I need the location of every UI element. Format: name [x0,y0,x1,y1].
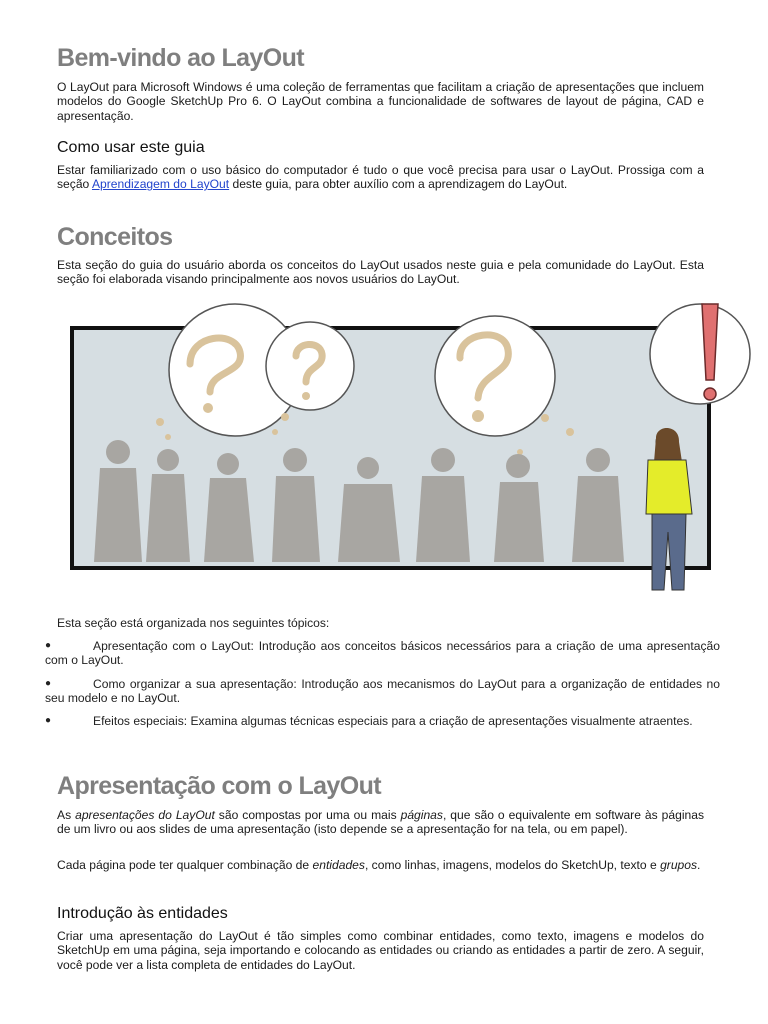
learning-link[interactable]: Aprendizagem do LayOut [91,177,230,192]
speech-bubble [650,304,750,404]
topic-text: Como organizar a sua apresentação: Introdução aos mecanismos do LayOut para a organização de entidades no seu modelo e no LayOut. [45,677,720,706]
guide-text-before: Estar familiarizado com o uso básico do computador é tudo o que você precisa para usar o LayOut. Prossiga com a seção [57,163,704,192]
presentation-paragraph-1: As apresentações do LayOut são compostas por uma ou mais páginas, que são o equivalente em software às páginas de um livro ou aos slides de uma apresentação (isto depende se a apresentação for na tela, ou em papel). [57,808,704,837]
topic-bullet [45,639,720,668]
bullet-dot-icon: ● [45,715,52,726]
presentation-title: Apresentação com o LayOut [57,772,381,800]
guide-text-after: deste guia, para obter auxílio com a aprendizagem do LayOut. [229,177,568,192]
topic-bullet [45,714,720,728]
entities-paragraph: Criar uma apresentação do LayOut é tão simples como combinar entidades, como texto, imagens e modelos do SketchUp em uma página, seja importando e colocando as entidades ou criando as entidades a partir de zero. A seguir, você pode ver a lista completa de entidades do LayOut. [57,929,704,972]
entities-heading: Introdução às entidades [57,905,228,922]
welcome-intro: O LayOut para Microsoft Windows é uma coleção de ferramentas que facilitam a criação de apresentações que incluem modelos do Google SketchUp Pro 6. O LayOut combina a funcionalidade de softwares de layout de página, CAD e apresentação. [57,80,704,123]
guide-paragraph [57,163,704,192]
welcome-title: Bem-vindo ao LayOut [57,44,304,72]
guide-heading: Como usar este guia [57,139,205,156]
bullet-dot-icon: ● [45,640,52,651]
topic-bullet [45,677,720,706]
concepts-intro: Esta seção do guia do usuário aborda os conceitos do LayOut usados neste guia e pela comunidade do LayOut. Esta seção foi elaborada visando principalmente aos novos usuários do LayOut. [57,258,704,287]
presentation-paragraph-2: Cada página pode ter qualquer combinação de entidades, como linhas, imagens, modelos do SketchUp, texto e grupos. [57,858,701,872]
concepts-title: Conceitos [57,223,173,251]
concepts-illustration [50,292,755,607]
bullet-dot-icon: ● [45,678,52,689]
topics-intro: Esta seção está organizada nos seguintes tópicos: [57,616,330,630]
topic-text: Efeitos especiais: Examina algumas técnicas especiais para a criação de apresentações visualmente atraentes. [93,714,693,728]
topic-text: Apresentação com o LayOut: Introdução aos conceitos básicos necessários para a criação de uma apresentação com o LayOut. [45,639,720,668]
thought-bubble-2 [266,322,354,410]
